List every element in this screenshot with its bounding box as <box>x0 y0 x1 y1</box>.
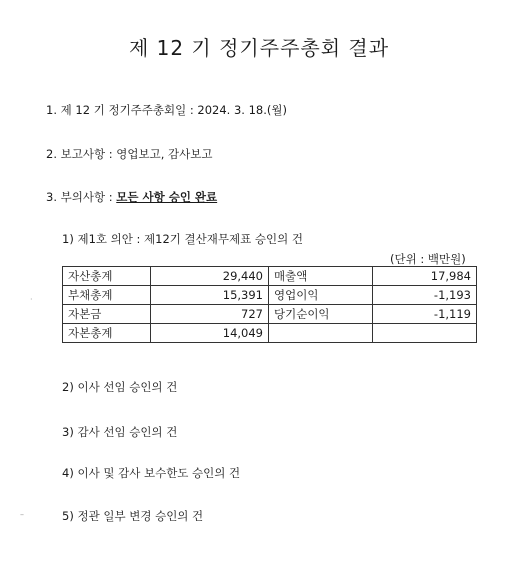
item-number: 2. <box>46 147 57 161</box>
item-number: 1. <box>46 103 57 117</box>
scan-speck: – <box>20 510 24 519</box>
table-row <box>63 305 477 324</box>
table-cell-label: 자본금 <box>63 305 151 324</box>
table-cell-value <box>373 324 477 343</box>
table-cell-value: -1,193 <box>373 286 477 305</box>
table-cell-value: 15,391 <box>151 286 269 305</box>
report-text: 보고사항 : 영업보고, 감사보고 <box>60 147 213 161</box>
meeting-date-item <box>46 102 287 118</box>
resolution-result: 모든 사항 승인 완료 <box>116 190 218 204</box>
table-cell-value: 727 <box>151 305 269 324</box>
agenda-item-5: 5) 정관 일부 변경 승인의 건 <box>62 509 204 523</box>
unit-label: (단위 : 백만원) <box>390 252 466 266</box>
table-cell-label: 매출액 <box>269 267 373 286</box>
agenda-item-2: 2) 이사 선임 승인의 건 <box>62 380 178 394</box>
table-cell-label: 당기순이익 <box>269 305 373 324</box>
document-title: 제 12 기 정기주주총회 결과 <box>128 36 390 60</box>
table-row <box>63 324 477 343</box>
resolution-label: 부의사항 : <box>60 190 117 204</box>
report-item <box>46 146 212 162</box>
table-cell-label <box>269 324 373 343</box>
table-cell-label: 부채총계 <box>63 286 151 305</box>
scan-speck: · <box>30 295 33 304</box>
table-row <box>63 267 477 286</box>
table-cell-value: 29,440 <box>151 267 269 286</box>
table-cell-label: 자본총계 <box>63 324 151 343</box>
table-cell-value: 14,049 <box>151 324 269 343</box>
agenda-item-3: 3) 감사 선임 승인의 건 <box>62 425 178 439</box>
resolution-item <box>46 189 217 205</box>
agenda-item-1: 1) 제1호 의안 : 제12기 결산재무제표 승인의 건 <box>62 232 303 246</box>
table-cell-label: 영업이익 <box>269 286 373 305</box>
table-cell-value: -1,119 <box>373 305 477 324</box>
table-cell-label: 자산총계 <box>63 267 151 286</box>
item-number: 3. <box>46 190 57 204</box>
meeting-date-text: 제 12 기 정기주주총회일 : 2024. 3. 18.(월) <box>60 103 287 117</box>
financial-table <box>62 266 477 343</box>
table-cell-value: 17,984 <box>373 267 477 286</box>
table-row <box>63 286 477 305</box>
agenda-item-4: 4) 이사 및 감사 보수한도 승인의 건 <box>62 466 241 480</box>
